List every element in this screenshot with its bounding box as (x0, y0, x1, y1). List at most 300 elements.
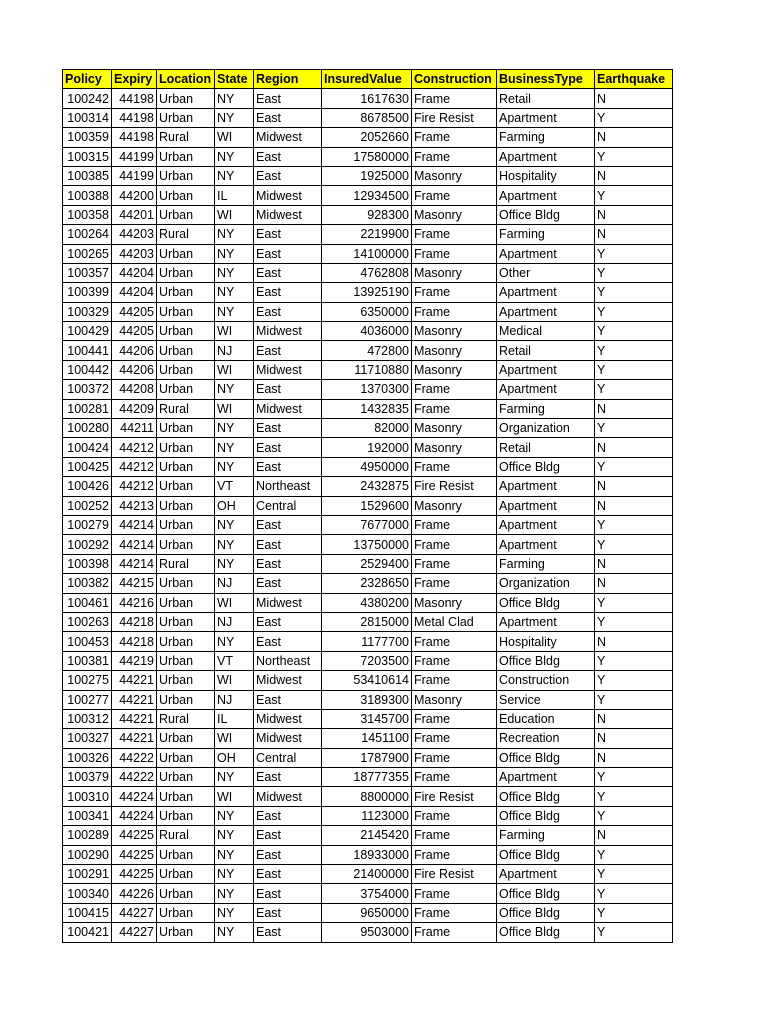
cell-construction[interactable]: Fire Resist (412, 787, 497, 806)
cell-businesstype[interactable]: Recreation (497, 729, 595, 748)
cell-construction[interactable]: Frame (412, 244, 497, 263)
cell-region[interactable]: Midwest (254, 671, 322, 690)
cell-policy[interactable]: 100291 (63, 865, 112, 884)
cell-expiry[interactable]: 44204 (112, 283, 157, 302)
cell-businesstype[interactable]: Retail (497, 341, 595, 360)
cell-region[interactable]: East (254, 147, 322, 166)
cell-policy[interactable]: 100426 (63, 477, 112, 496)
cell-location[interactable]: Urban (157, 477, 215, 496)
cell-policy[interactable]: 100359 (63, 128, 112, 147)
cell-policy[interactable]: 100289 (63, 826, 112, 845)
cell-businesstype[interactable]: Apartment (497, 477, 595, 496)
cell-insuredvalue[interactable]: 2145420 (322, 826, 412, 845)
cell-businesstype[interactable]: Office Bldg (497, 884, 595, 903)
cell-businesstype[interactable]: Education (497, 709, 595, 728)
cell-policy[interactable]: 100372 (63, 380, 112, 399)
cell-businesstype[interactable]: Apartment (497, 496, 595, 515)
cell-businesstype[interactable]: Apartment (497, 283, 595, 302)
cell-expiry[interactable]: 44221 (112, 729, 157, 748)
cell-construction[interactable]: Masonry (412, 341, 497, 360)
cell-earthquake[interactable]: N (595, 748, 673, 767)
cell-location[interactable]: Urban (157, 322, 215, 341)
cell-location[interactable]: Urban (157, 690, 215, 709)
cell-expiry[interactable]: 44218 (112, 632, 157, 651)
cell-location[interactable]: Urban (157, 341, 215, 360)
cell-expiry[interactable]: 44216 (112, 593, 157, 612)
cell-location[interactable]: Rural (157, 225, 215, 244)
cell-region[interactable]: East (254, 515, 322, 534)
cell-construction[interactable]: Masonry (412, 690, 497, 709)
cell-policy[interactable]: 100415 (63, 903, 112, 922)
cell-construction[interactable]: Frame (412, 128, 497, 147)
cell-earthquake[interactable]: Y (595, 283, 673, 302)
cell-state[interactable]: WI (215, 205, 254, 224)
cell-businesstype[interactable]: Apartment (497, 302, 595, 321)
cell-insuredvalue[interactable]: 13925190 (322, 283, 412, 302)
cell-policy[interactable]: 100310 (63, 787, 112, 806)
cell-expiry[interactable]: 44198 (112, 128, 157, 147)
cell-expiry[interactable]: 44218 (112, 612, 157, 631)
cell-earthquake[interactable]: N (595, 128, 673, 147)
cell-state[interactable]: NY (215, 884, 254, 903)
cell-region[interactable]: Midwest (254, 593, 322, 612)
cell-insuredvalue[interactable]: 1617630 (322, 89, 412, 108)
cell-earthquake[interactable]: N (595, 225, 673, 244)
cell-insuredvalue[interactable]: 53410614 (322, 671, 412, 690)
cell-insuredvalue[interactable]: 3189300 (322, 690, 412, 709)
cell-businesstype[interactable]: Apartment (497, 515, 595, 534)
cell-location[interactable]: Urban (157, 923, 215, 942)
cell-businesstype[interactable]: Medical (497, 322, 595, 341)
cell-businesstype[interactable]: Organization (497, 574, 595, 593)
cell-policy[interactable]: 100385 (63, 166, 112, 185)
cell-region[interactable]: East (254, 612, 322, 631)
cell-region[interactable]: Central (254, 748, 322, 767)
cell-earthquake[interactable]: Y (595, 263, 673, 282)
cell-earthquake[interactable]: N (595, 477, 673, 496)
cell-insuredvalue[interactable]: 11710880 (322, 360, 412, 379)
cell-businesstype[interactable]: Office Bldg (497, 205, 595, 224)
cell-earthquake[interactable]: Y (595, 884, 673, 903)
cell-state[interactable]: NY (215, 826, 254, 845)
cell-location[interactable]: Urban (157, 729, 215, 748)
cell-region[interactable]: East (254, 380, 322, 399)
cell-state[interactable]: NY (215, 806, 254, 825)
cell-location[interactable]: Urban (157, 457, 215, 476)
cell-earthquake[interactable]: Y (595, 535, 673, 554)
cell-earthquake[interactable]: N (595, 205, 673, 224)
cell-insuredvalue[interactable]: 7677000 (322, 515, 412, 534)
cell-expiry[interactable]: 44198 (112, 108, 157, 127)
cell-expiry[interactable]: 44206 (112, 341, 157, 360)
cell-policy[interactable]: 100315 (63, 147, 112, 166)
cell-earthquake[interactable]: N (595, 166, 673, 185)
cell-location[interactable]: Urban (157, 593, 215, 612)
cell-expiry[interactable]: 44219 (112, 651, 157, 670)
cell-insuredvalue[interactable]: 18777355 (322, 768, 412, 787)
column-header-state[interactable]: State (215, 70, 254, 89)
cell-construction[interactable]: Frame (412, 302, 497, 321)
cell-construction[interactable]: Frame (412, 225, 497, 244)
cell-insuredvalue[interactable]: 82000 (322, 419, 412, 438)
cell-expiry[interactable]: 44209 (112, 399, 157, 418)
cell-state[interactable]: NY (215, 302, 254, 321)
cell-earthquake[interactable]: Y (595, 419, 673, 438)
cell-businesstype[interactable]: Apartment (497, 380, 595, 399)
cell-location[interactable]: Urban (157, 419, 215, 438)
cell-insuredvalue[interactable]: 4762808 (322, 263, 412, 282)
cell-policy[interactable]: 100265 (63, 244, 112, 263)
cell-construction[interactable]: Frame (412, 89, 497, 108)
cell-region[interactable]: East (254, 554, 322, 573)
cell-region[interactable]: East (254, 903, 322, 922)
cell-earthquake[interactable]: N (595, 632, 673, 651)
cell-earthquake[interactable]: Y (595, 690, 673, 709)
cell-state[interactable]: OH (215, 496, 254, 515)
cell-earthquake[interactable]: Y (595, 341, 673, 360)
cell-location[interactable]: Urban (157, 89, 215, 108)
cell-state[interactable]: IL (215, 709, 254, 728)
cell-location[interactable]: Urban (157, 632, 215, 651)
cell-businesstype[interactable]: Apartment (497, 612, 595, 631)
cell-construction[interactable]: Frame (412, 186, 497, 205)
cell-state[interactable]: NY (215, 768, 254, 787)
cell-insuredvalue[interactable]: 8800000 (322, 787, 412, 806)
cell-businesstype[interactable]: Office Bldg (497, 806, 595, 825)
cell-region[interactable]: East (254, 865, 322, 884)
cell-earthquake[interactable]: N (595, 89, 673, 108)
cell-policy[interactable]: 100421 (63, 923, 112, 942)
cell-state[interactable]: NY (215, 457, 254, 476)
cell-earthquake[interactable]: Y (595, 845, 673, 864)
cell-expiry[interactable]: 44200 (112, 186, 157, 205)
cell-construction[interactable]: Fire Resist (412, 108, 497, 127)
cell-location[interactable]: Urban (157, 787, 215, 806)
cell-region[interactable]: East (254, 923, 322, 942)
cell-policy[interactable]: 100263 (63, 612, 112, 631)
cell-location[interactable]: Urban (157, 806, 215, 825)
column-header-expiry[interactable]: Expiry (112, 70, 157, 89)
cell-policy[interactable]: 100279 (63, 515, 112, 534)
cell-policy[interactable]: 100399 (63, 283, 112, 302)
cell-state[interactable]: NY (215, 845, 254, 864)
cell-construction[interactable]: Masonry (412, 419, 497, 438)
cell-businesstype[interactable]: Office Bldg (497, 593, 595, 612)
cell-location[interactable]: Urban (157, 574, 215, 593)
cell-policy[interactable]: 100292 (63, 535, 112, 554)
cell-policy[interactable]: 100280 (63, 419, 112, 438)
cell-region[interactable]: East (254, 457, 322, 476)
column-header-construction[interactable]: Construction (412, 70, 497, 89)
cell-state[interactable]: NY (215, 147, 254, 166)
cell-construction[interactable]: Frame (412, 535, 497, 554)
cell-earthquake[interactable]: Y (595, 380, 673, 399)
cell-location[interactable]: Urban (157, 535, 215, 554)
cell-policy[interactable]: 100358 (63, 205, 112, 224)
cell-businesstype[interactable]: Apartment (497, 244, 595, 263)
cell-state[interactable]: NY (215, 535, 254, 554)
cell-construction[interactable]: Frame (412, 554, 497, 573)
cell-expiry[interactable]: 44225 (112, 865, 157, 884)
cell-location[interactable]: Urban (157, 884, 215, 903)
cell-state[interactable]: NJ (215, 690, 254, 709)
cell-insuredvalue[interactable]: 2815000 (322, 612, 412, 631)
cell-businesstype[interactable]: Organization (497, 419, 595, 438)
cell-policy[interactable]: 100453 (63, 632, 112, 651)
cell-location[interactable]: Rural (157, 128, 215, 147)
cell-insuredvalue[interactable]: 1787900 (322, 748, 412, 767)
cell-expiry[interactable]: 44222 (112, 748, 157, 767)
cell-earthquake[interactable]: Y (595, 186, 673, 205)
cell-location[interactable]: Rural (157, 709, 215, 728)
cell-earthquake[interactable]: Y (595, 360, 673, 379)
cell-construction[interactable]: Frame (412, 399, 497, 418)
cell-expiry[interactable]: 44212 (112, 438, 157, 457)
cell-insuredvalue[interactable]: 472800 (322, 341, 412, 360)
cell-region[interactable]: Midwest (254, 399, 322, 418)
cell-earthquake[interactable]: Y (595, 515, 673, 534)
cell-policy[interactable]: 100264 (63, 225, 112, 244)
cell-insuredvalue[interactable]: 1451100 (322, 729, 412, 748)
cell-location[interactable]: Urban (157, 845, 215, 864)
cell-insuredvalue[interactable]: 3754000 (322, 884, 412, 903)
cell-insuredvalue[interactable]: 12934500 (322, 186, 412, 205)
cell-construction[interactable]: Frame (412, 515, 497, 534)
cell-policy[interactable]: 100442 (63, 360, 112, 379)
cell-policy[interactable]: 100429 (63, 322, 112, 341)
cell-policy[interactable]: 100441 (63, 341, 112, 360)
cell-state[interactable]: NY (215, 865, 254, 884)
cell-region[interactable]: East (254, 690, 322, 709)
cell-businesstype[interactable]: Farming (497, 399, 595, 418)
cell-region[interactable]: East (254, 632, 322, 651)
cell-policy[interactable]: 100357 (63, 263, 112, 282)
cell-location[interactable]: Urban (157, 651, 215, 670)
cell-insuredvalue[interactable]: 6350000 (322, 302, 412, 321)
cell-insuredvalue[interactable]: 4036000 (322, 322, 412, 341)
cell-region[interactable]: Midwest (254, 787, 322, 806)
cell-expiry[interactable]: 44213 (112, 496, 157, 515)
cell-region[interactable]: East (254, 89, 322, 108)
cell-state[interactable]: WI (215, 671, 254, 690)
cell-expiry[interactable]: 44199 (112, 166, 157, 185)
cell-earthquake[interactable]: N (595, 574, 673, 593)
cell-earthquake[interactable]: N (595, 496, 673, 515)
cell-location[interactable]: Urban (157, 108, 215, 127)
cell-region[interactable]: East (254, 225, 322, 244)
cell-expiry[interactable]: 44206 (112, 360, 157, 379)
cell-businesstype[interactable]: Office Bldg (497, 903, 595, 922)
cell-construction[interactable]: Frame (412, 903, 497, 922)
cell-expiry[interactable]: 44214 (112, 535, 157, 554)
cell-region[interactable]: East (254, 845, 322, 864)
cell-expiry[interactable]: 44211 (112, 419, 157, 438)
cell-earthquake[interactable]: N (595, 399, 673, 418)
cell-construction[interactable]: Frame (412, 806, 497, 825)
cell-insuredvalue[interactable]: 1925000 (322, 166, 412, 185)
cell-state[interactable]: NY (215, 244, 254, 263)
cell-construction[interactable]: Frame (412, 729, 497, 748)
cell-businesstype[interactable]: Apartment (497, 108, 595, 127)
cell-policy[interactable]: 100388 (63, 186, 112, 205)
cell-earthquake[interactable]: N (595, 826, 673, 845)
cell-earthquake[interactable]: Y (595, 108, 673, 127)
cell-insuredvalue[interactable]: 1370300 (322, 380, 412, 399)
cell-policy[interactable]: 100425 (63, 457, 112, 476)
cell-construction[interactable]: Frame (412, 748, 497, 767)
cell-insuredvalue[interactable]: 1432835 (322, 399, 412, 418)
cell-state[interactable]: NY (215, 89, 254, 108)
cell-location[interactable]: Urban (157, 360, 215, 379)
cell-businesstype[interactable]: Service (497, 690, 595, 709)
cell-location[interactable]: Urban (157, 263, 215, 282)
cell-construction[interactable]: Frame (412, 768, 497, 787)
cell-businesstype[interactable]: Office Bldg (497, 457, 595, 476)
cell-policy[interactable]: 100461 (63, 593, 112, 612)
cell-location[interactable]: Urban (157, 244, 215, 263)
cell-businesstype[interactable]: Other (497, 263, 595, 282)
cell-expiry[interactable]: 44221 (112, 671, 157, 690)
cell-insuredvalue[interactable]: 9503000 (322, 923, 412, 942)
cell-policy[interactable]: 100312 (63, 709, 112, 728)
cell-policy[interactable]: 100277 (63, 690, 112, 709)
cell-businesstype[interactable]: Farming (497, 128, 595, 147)
cell-policy[interactable]: 100329 (63, 302, 112, 321)
column-header-insuredvalue[interactable]: InsuredValue (322, 70, 412, 89)
cell-construction[interactable]: Frame (412, 283, 497, 302)
cell-construction[interactable]: Frame (412, 651, 497, 670)
cell-construction[interactable]: Frame (412, 923, 497, 942)
cell-state[interactable]: NY (215, 283, 254, 302)
cell-location[interactable]: Urban (157, 865, 215, 884)
cell-region[interactable]: East (254, 166, 322, 185)
cell-businesstype[interactable]: Apartment (497, 768, 595, 787)
cell-policy[interactable]: 100290 (63, 845, 112, 864)
column-header-businesstype[interactable]: BusinessType (497, 70, 595, 89)
cell-location[interactable]: Urban (157, 205, 215, 224)
cell-location[interactable]: Urban (157, 768, 215, 787)
cell-construction[interactable]: Frame (412, 671, 497, 690)
cell-earthquake[interactable]: Y (595, 671, 673, 690)
cell-state[interactable]: NJ (215, 612, 254, 631)
cell-construction[interactable]: Frame (412, 884, 497, 903)
cell-region[interactable]: East (254, 244, 322, 263)
cell-location[interactable]: Urban (157, 166, 215, 185)
cell-construction[interactable]: Masonry (412, 360, 497, 379)
cell-policy[interactable]: 100275 (63, 671, 112, 690)
column-header-policy[interactable]: Policy (63, 70, 112, 89)
cell-state[interactable]: NY (215, 632, 254, 651)
cell-expiry[interactable]: 44203 (112, 244, 157, 263)
cell-construction[interactable]: Masonry (412, 205, 497, 224)
cell-businesstype[interactable]: Apartment (497, 360, 595, 379)
cell-region[interactable]: East (254, 108, 322, 127)
cell-insuredvalue[interactable]: 18933000 (322, 845, 412, 864)
cell-earthquake[interactable]: Y (595, 768, 673, 787)
cell-expiry[interactable]: 44201 (112, 205, 157, 224)
cell-insuredvalue[interactable]: 2219900 (322, 225, 412, 244)
cell-region[interactable]: East (254, 574, 322, 593)
cell-insuredvalue[interactable]: 21400000 (322, 865, 412, 884)
cell-expiry[interactable]: 44198 (112, 89, 157, 108)
cell-policy[interactable]: 100252 (63, 496, 112, 515)
cell-region[interactable]: East (254, 884, 322, 903)
cell-insuredvalue[interactable]: 8678500 (322, 108, 412, 127)
cell-construction[interactable]: Frame (412, 845, 497, 864)
cell-earthquake[interactable]: Y (595, 147, 673, 166)
cell-policy[interactable]: 100382 (63, 574, 112, 593)
cell-region[interactable]: Northeast (254, 651, 322, 670)
cell-expiry[interactable]: 44227 (112, 903, 157, 922)
cell-businesstype[interactable]: Office Bldg (497, 787, 595, 806)
cell-construction[interactable]: Fire Resist (412, 477, 497, 496)
cell-location[interactable]: Urban (157, 671, 215, 690)
cell-insuredvalue[interactable]: 928300 (322, 205, 412, 224)
cell-region[interactable]: East (254, 535, 322, 554)
cell-earthquake[interactable]: Y (595, 923, 673, 942)
cell-construction[interactable]: Frame (412, 380, 497, 399)
cell-construction[interactable]: Frame (412, 574, 497, 593)
cell-earthquake[interactable]: N (595, 729, 673, 748)
cell-insuredvalue[interactable]: 14100000 (322, 244, 412, 263)
cell-region[interactable]: Midwest (254, 729, 322, 748)
cell-earthquake[interactable]: Y (595, 787, 673, 806)
cell-earthquake[interactable]: Y (595, 806, 673, 825)
cell-expiry[interactable]: 44225 (112, 845, 157, 864)
cell-businesstype[interactable]: Retail (497, 89, 595, 108)
cell-expiry[interactable]: 44214 (112, 515, 157, 534)
cell-policy[interactable]: 100424 (63, 438, 112, 457)
cell-region[interactable]: East (254, 341, 322, 360)
cell-construction[interactable]: Fire Resist (412, 865, 497, 884)
cell-construction[interactable]: Frame (412, 632, 497, 651)
column-header-location[interactable]: Location (157, 70, 215, 89)
cell-earthquake[interactable]: Y (595, 651, 673, 670)
cell-insuredvalue[interactable]: 13750000 (322, 535, 412, 554)
cell-businesstype[interactable]: Office Bldg (497, 651, 595, 670)
cell-location[interactable]: Rural (157, 554, 215, 573)
cell-policy[interactable]: 100281 (63, 399, 112, 418)
cell-state[interactable]: NY (215, 903, 254, 922)
cell-expiry[interactable]: 44215 (112, 574, 157, 593)
cell-location[interactable]: Urban (157, 380, 215, 399)
cell-construction[interactable]: Frame (412, 826, 497, 845)
cell-expiry[interactable]: 44225 (112, 826, 157, 845)
cell-policy[interactable]: 100381 (63, 651, 112, 670)
cell-region[interactable]: East (254, 263, 322, 282)
cell-location[interactable]: Urban (157, 283, 215, 302)
cell-region[interactable]: Midwest (254, 128, 322, 147)
column-header-earthquake[interactable]: Earthquake (595, 70, 673, 89)
cell-expiry[interactable]: 44205 (112, 322, 157, 341)
cell-expiry[interactable]: 44222 (112, 768, 157, 787)
cell-construction[interactable]: Masonry (412, 166, 497, 185)
cell-earthquake[interactable]: Y (595, 612, 673, 631)
cell-state[interactable]: WI (215, 128, 254, 147)
cell-state[interactable]: WI (215, 399, 254, 418)
cell-businesstype[interactable]: Office Bldg (497, 845, 595, 864)
cell-earthquake[interactable]: Y (595, 865, 673, 884)
cell-state[interactable]: NY (215, 166, 254, 185)
cell-state[interactable]: NJ (215, 574, 254, 593)
cell-earthquake[interactable]: Y (595, 903, 673, 922)
cell-businesstype[interactable]: Apartment (497, 186, 595, 205)
cell-construction[interactable]: Frame (412, 709, 497, 728)
cell-expiry[interactable]: 44227 (112, 923, 157, 942)
cell-earthquake[interactable]: Y (595, 322, 673, 341)
cell-region[interactable]: Midwest (254, 709, 322, 728)
cell-region[interactable]: East (254, 826, 322, 845)
